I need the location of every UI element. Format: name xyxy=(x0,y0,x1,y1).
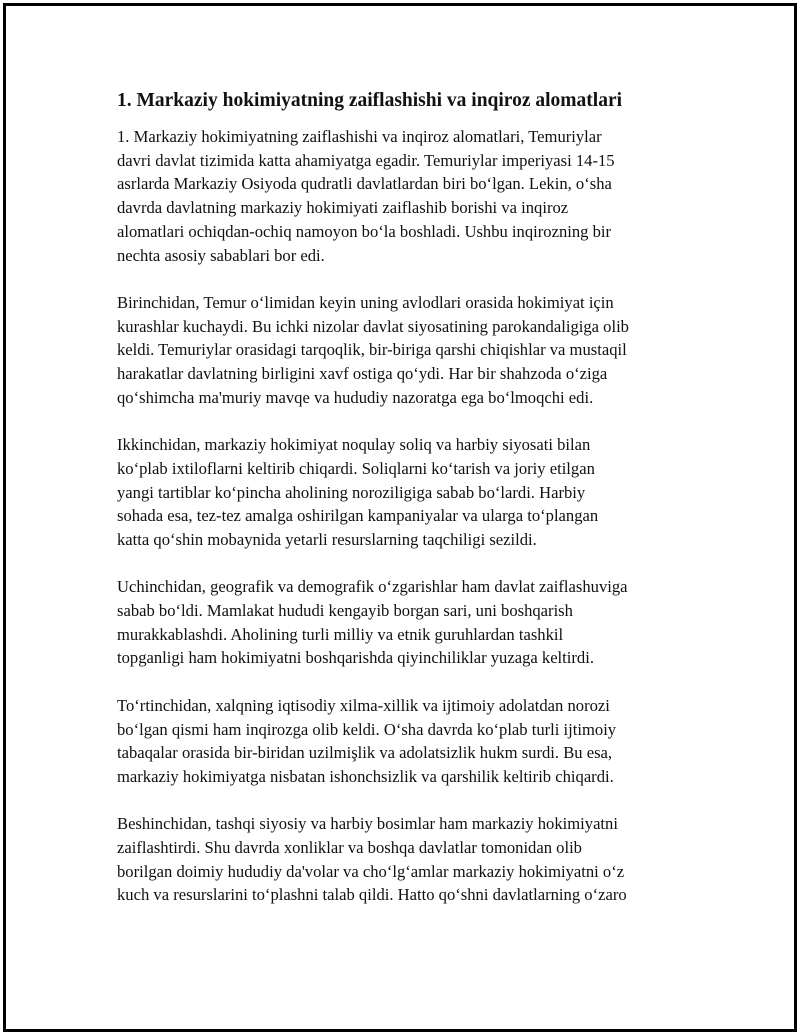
text-line: davri davlat tizimida katta ahamiyatga egadir. Temuriylar imperiyasi 14-15 xyxy=(117,150,615,170)
text-line: asrlarda Markaziy Osiyoda qudratli davlatlardan biri bo‘lgan. Lekin, o‘sha xyxy=(117,174,612,194)
document-body xyxy=(117,88,697,931)
paragraph-2 xyxy=(117,291,697,410)
text-line: bo‘lgan qismi ham inqirozga olib keldi. O‘sha davrda ko‘plab turli ijtimoiy xyxy=(117,719,617,739)
text-line: To‘rtinchidan, xalqning iqtisodiy xilma-xillik va ijtimoiy adolatdan norozi xyxy=(117,695,610,715)
text-line: yangi tartiblar ko‘pincha aholining noroziligiga sabab bo‘lardi. Harbiy xyxy=(117,482,586,502)
paragraph-3 xyxy=(117,433,697,552)
text-line: davrda davlatning markaziy hokimiyati zaiflashib borishi va inqiroz xyxy=(117,198,569,218)
text-line: kurashlar kuchaydi. Bu ichki nizolar davlat siyosatining parokandaligiga olib xyxy=(117,316,629,336)
text-line: qo‘shimcha ma'muriy mavqe va hududiy nazoratga ega bo‘lmoqchi edi. xyxy=(117,387,594,407)
text-line: Uchinchidan, geografik va demografik o‘zgarishlar ham davlat zaiflashuviga xyxy=(117,577,628,597)
text-line: nechta asosiy sabablari bor edi. xyxy=(117,245,325,265)
text-line: katta qo‘shin mobaynida yetarli resurslarning taqchiligi sezildi. xyxy=(117,529,537,549)
text-line: 1. Markaziy hokimiyatning zaiflashishi va inqiroz alomatlari, Temuriylar xyxy=(117,127,602,146)
text-line: keldi. Temuriylar orasidagi tarqoqlik, bir-biriga qarshi chiqishlar va mustaqil xyxy=(117,340,627,360)
text-line: topganligi ham hokimiyatni boshqarishda qiyinchiliklar yuzaga keltirdi. xyxy=(117,648,594,668)
text-line: sabab bo‘ldi. Mamlakat hududi kengayib borgan sari, uni boshqarish xyxy=(117,601,573,621)
text-line: harakatlar davlatning birligini xavf ostiga qo‘ydi. Har bir shahzoda o‘ziga xyxy=(117,364,608,384)
text-line: murakkablashdi. Aholining turli milliy va etnik guruhlardan tashkil xyxy=(117,624,564,644)
text-line: tabaqalar orasida bir-biridan uzilmişlik va adolatsizlik hukm surdi. Bu esa, xyxy=(117,743,613,763)
text-line: Ikkinchidan, markaziy hokimiyat noqulay soliq va harbiy siyosati bilan xyxy=(117,435,591,455)
text-line: alomatlari ochiqdan-ochiq namoyon bo‘la boshladi. Ushbu inqirozning bir xyxy=(117,221,612,241)
paragraph-6 xyxy=(117,812,697,907)
text-line: Beshinchidan, tashqi siyosiy va harbiy bosimlar ham markaziy hokimiyatni xyxy=(117,814,618,834)
text-line: kuch va resurslarini to‘plashni talab qildi. Hatto qo‘shni davlatlarning o‘zaro xyxy=(117,885,627,905)
paragraph-1 xyxy=(117,125,697,267)
text-line: markaziy hokimiyatga nisbatan ishonchsizlik va qarshilik keltirib chiqardi. xyxy=(117,766,614,786)
text-line: zaiflashtirdi. Shu davrda xonliklar va boshqa davlatlar tomonidan olib xyxy=(117,838,582,858)
section-heading: 1. Markaziy hokimiyatning zaiflashishi va inqiroz alomatlari xyxy=(117,90,623,111)
text-line: Birinchidan, Temur o‘limidan keyin uning avlodlari orasida hokimiyat için xyxy=(117,292,614,312)
text-line: ko‘plab ixtiloflarni keltirib chiqardi. Soliqlarni ko‘tarish va joriy etilgan xyxy=(117,458,595,478)
paragraph-5 xyxy=(117,694,697,789)
paragraph-4 xyxy=(117,575,697,670)
text-line: sohada esa, tez-tez amalga oshirilgan kampaniyalar va ularga to‘plangan xyxy=(117,506,599,526)
text-line: borilgan doimiy hududiy da'volar va cho‘lg‘amlar markaziy hokimiyatni o‘z xyxy=(117,861,625,881)
